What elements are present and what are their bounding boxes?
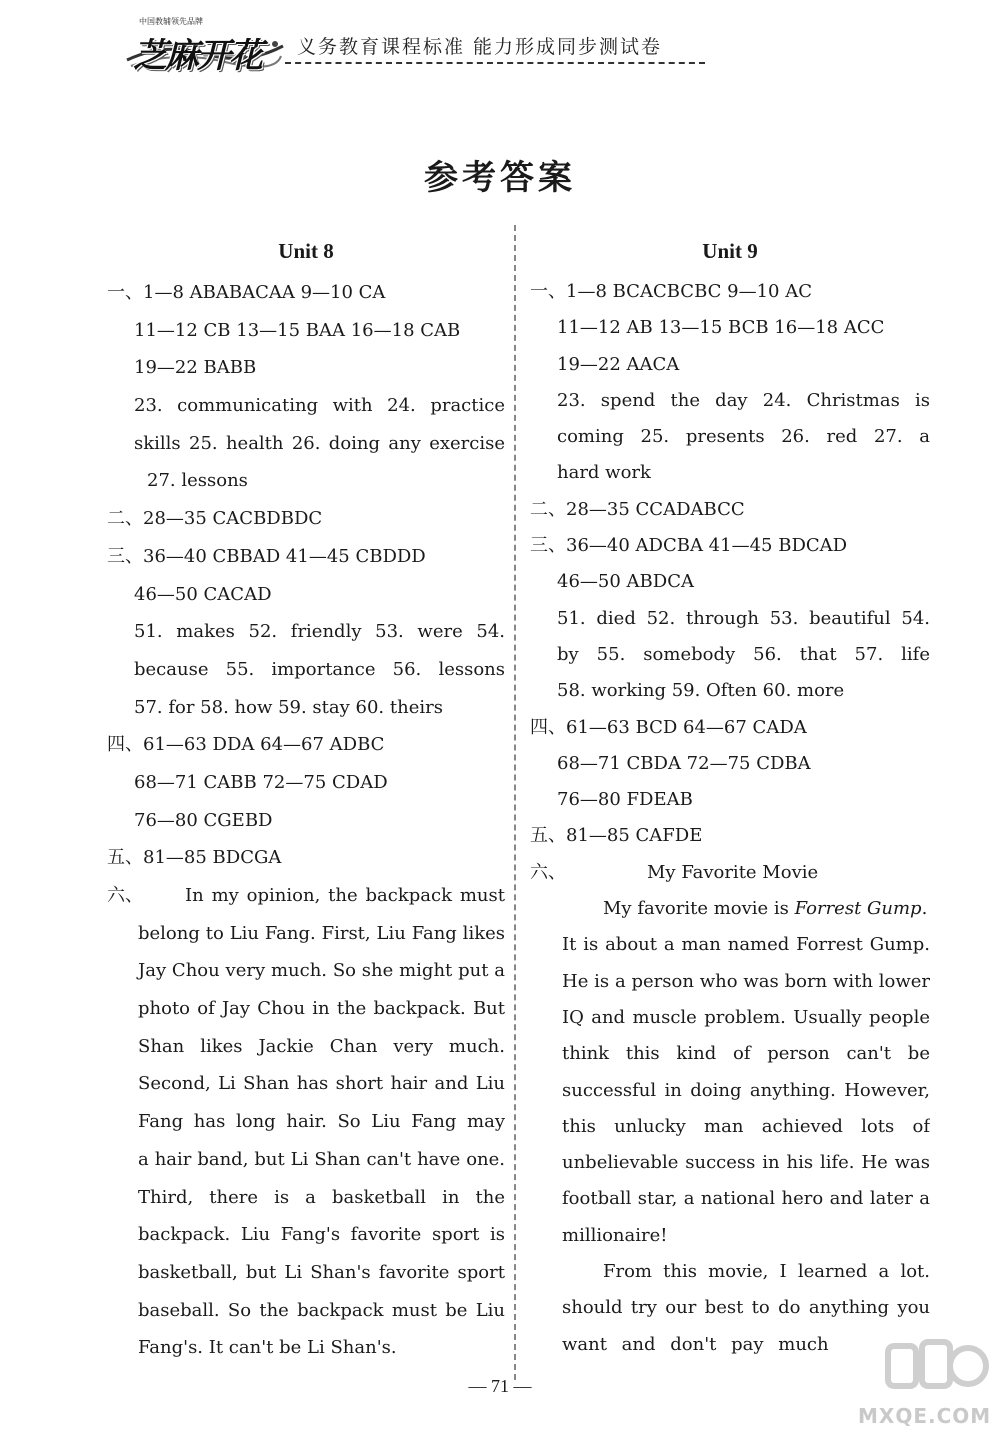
answer-line: 46—50 CACAD <box>134 583 272 605</box>
movie-title: Forrest Gump <box>794 898 922 920</box>
answer-line: 五、81—85 BDCGA <box>107 847 282 869</box>
answer-line: 51. makes 52. friendly 53. were 54. <box>134 621 505 643</box>
essay-text: My favorite movie is <box>603 898 789 920</box>
essay-line: successful in doing anything. However, <box>562 1079 930 1101</box>
essay-first-line <box>107 877 505 915</box>
answer-line: 23. communicating with 24. practice <box>134 395 505 417</box>
unit-8-column <box>107 236 505 1367</box>
essay-line: It is about a man named Forrest Gump. <box>562 934 930 956</box>
essay-text: . <box>921 898 928 920</box>
header-divider <box>285 62 705 64</box>
section-label: 六、 <box>107 885 143 906</box>
column-divider <box>514 225 516 1380</box>
answer-line: 11—12 AB 13—15 BCB 16—18 ACC <box>557 317 885 339</box>
unit-title: Unit 8 <box>278 239 334 263</box>
essay-line: think this kind of person can't be <box>562 1043 930 1065</box>
answer-line: 四、61—63 DDA 64—67 ADBC <box>107 734 385 756</box>
section-label: 六、 <box>530 861 566 883</box>
essay-line: photo of Jay Chou in the backpack. But <box>138 998 505 1020</box>
answer-line: skills 25. health 26. doing any exercise <box>134 432 505 454</box>
essay-line: Second, Li Shan has short hair and Liu <box>138 1073 505 1095</box>
essay-line: a hair band, but Li Shan can't have one. <box>138 1148 505 1170</box>
essay-line: Fang's. It can't be Li Shan's. <box>138 1337 397 1359</box>
answer-line: 二、28—35 CCADABCC <box>530 498 745 520</box>
page-number: — 71 — <box>468 1376 532 1396</box>
unit-9-column <box>530 236 930 1363</box>
essay-line: want and don't pay much <box>562 1333 829 1355</box>
essay-line <box>530 891 930 927</box>
answer-line: 三、36—40 CBBAD 41—45 CBDDD <box>107 545 426 567</box>
unit-title: Unit 9 <box>702 239 758 263</box>
answer-line: 23. spend the day 24. Christmas is <box>557 389 930 411</box>
answer-line: 46—50 ABDCA <box>557 571 694 593</box>
answer-line: 76—80 CGEBD <box>134 809 273 831</box>
answer-line: 68—71 CABB 72—75 CDAD <box>134 771 388 793</box>
answer-line: 19—22 AACA <box>557 353 680 375</box>
logo-tagline: 中国教辅领先品牌 <box>139 17 203 26</box>
answer-line: hard work <box>557 462 651 484</box>
essay-line: Fang has long hair. So Liu Fang may <box>138 1111 505 1133</box>
answer-line: 57. for 58. how 59. stay 60. theirs <box>134 696 443 718</box>
essay-line: Shan likes Jackie Chan very much. <box>138 1035 505 1057</box>
essay-title: My Favorite Movie <box>647 861 819 883</box>
essay-line: basketball, but Li Shan's favorite sport <box>138 1261 505 1283</box>
essay-line: In my opinion, the backpack must <box>185 885 505 906</box>
essay-line: IQ and muscle problem. Usually people <box>562 1006 930 1028</box>
answer-line: 一、1—8 ABABACAA 9—10 CA <box>107 282 386 303</box>
essay-line: should try our best to do anything you <box>562 1297 930 1319</box>
essay-title-line <box>530 855 930 891</box>
page-title: 参考答案 <box>424 158 576 198</box>
essay-line: football star, a national hero and later a <box>562 1188 930 1210</box>
essay-line: Third, there is a basketball in the <box>138 1186 505 1208</box>
essay-line: millionaire! <box>562 1224 668 1246</box>
answer-line: 76—80 FDEAB <box>557 789 693 811</box>
answer-line: 58. working 59. Often 60. more <box>557 680 845 702</box>
essay-line: From this movie, I learned a lot. <box>603 1261 930 1283</box>
answer-line: 四、61—63 BCD 64—67 CADA <box>530 716 807 738</box>
essay-line: baseball. So the backpack must be Liu <box>138 1299 505 1321</box>
answer-line: 51. died 52. through 53. beautiful 54. <box>557 607 930 629</box>
answer-line: 68—71 CBDA 72—75 CDBA <box>557 752 811 774</box>
answer-line: 19—22 BABB <box>134 357 257 379</box>
page-header <box>125 14 705 74</box>
logo-wordmark: 芝麻开花 <box>133 36 261 76</box>
answer-line: 五、81—85 CAFDE <box>530 825 703 847</box>
answer-line: 27. lessons <box>147 470 248 492</box>
answer-line: 一、1—8 BCACBCBC 9—10 AC <box>530 281 812 302</box>
brand-logo <box>125 14 295 76</box>
answer-line: because 55. importance 56. lessons <box>134 658 505 680</box>
answer-line: 二、28—35 CACBDBDC <box>107 508 323 530</box>
answer-line: by 55. somebody 56. that 57. life <box>557 643 930 665</box>
essay-line: backpack. Liu Fang's favorite sport is <box>138 1224 505 1246</box>
watermark-text: MXQE.COM <box>858 1404 992 1428</box>
essay-line: He is a person who was born with lower <box>562 970 930 992</box>
series-title: 义务教育课程标准 能力形成同步测试卷 <box>297 36 663 58</box>
essay-line: this unlucky man achieved lots of <box>562 1115 930 1137</box>
answer-line: 三、36—40 ADCBA 41—45 BDCAD <box>530 535 848 557</box>
essay-line: unbelievable success in his life. He was <box>562 1152 930 1174</box>
answer-line: coming 25. presents 26. red 27. a <box>557 426 930 448</box>
answer-line: 11—12 CB 13—15 BAA 16—18 CAB <box>134 319 461 341</box>
essay-line: belong to Liu Fang. First, Liu Fang likes <box>138 922 505 944</box>
essay-line: Jay Chou very much. So she might put a <box>138 960 505 982</box>
